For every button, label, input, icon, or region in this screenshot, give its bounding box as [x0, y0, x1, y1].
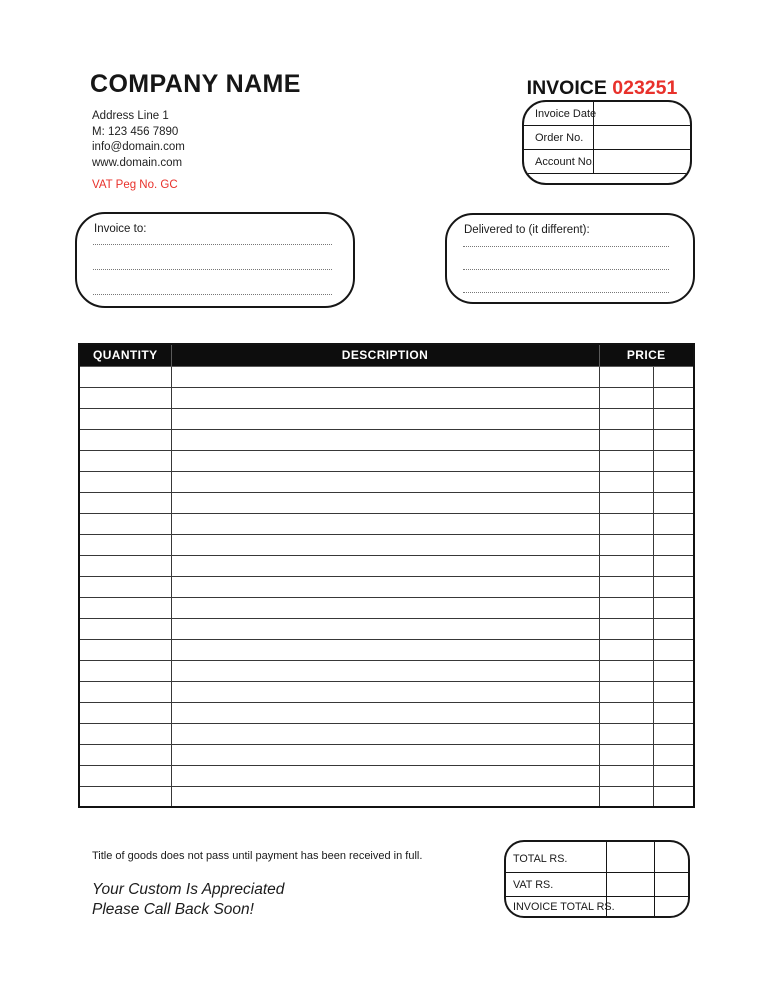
price-decimal-cell[interactable] — [653, 786, 694, 807]
invoice-to-label: Invoice to: — [94, 223, 147, 235]
invoice-title — [512, 77, 692, 100]
item-row — [79, 723, 694, 744]
price-decimal-cell[interactable] — [653, 681, 694, 702]
quantity-cell[interactable] — [79, 576, 171, 597]
price-decimal-cell[interactable] — [653, 429, 694, 450]
price-decimal-cell[interactable] — [653, 387, 694, 408]
item-row — [79, 765, 694, 786]
price-cell[interactable] — [599, 723, 653, 744]
price-cell[interactable] — [599, 408, 653, 429]
description-cell[interactable] — [171, 408, 599, 429]
item-row — [79, 597, 694, 618]
meta-box-filler — [524, 174, 690, 183]
account-no-row — [524, 150, 690, 174]
company-address — [92, 109, 185, 171]
delivered-to-label: Delivered to (it different): — [464, 224, 590, 236]
quantity-cell[interactable] — [79, 408, 171, 429]
invoice-total-label: INVOICE TOTAL RS. — [506, 897, 607, 916]
quantity-cell[interactable] — [79, 660, 171, 681]
invoice-total-row — [506, 897, 688, 916]
price-column-header: PRICE — [599, 344, 694, 366]
terms-text: Title of goods does not pass until payment has been received in full. — [92, 850, 423, 862]
price-cell[interactable] — [599, 639, 653, 660]
price-cell[interactable] — [599, 492, 653, 513]
description-cell[interactable] — [171, 450, 599, 471]
invoice-to-box — [75, 212, 355, 308]
description-cell[interactable] — [171, 576, 599, 597]
quantity-cell[interactable] — [79, 534, 171, 555]
item-row — [79, 429, 694, 450]
price-decimal-cell[interactable] — [653, 639, 694, 660]
vat-row — [506, 873, 688, 897]
fill-in-line[interactable] — [93, 245, 332, 270]
price-cell[interactable] — [599, 429, 653, 450]
description-cell[interactable] — [171, 702, 599, 723]
quantity-column-header: QUANTITY — [79, 344, 171, 366]
quantity-cell[interactable] — [79, 744, 171, 765]
items-table — [78, 343, 695, 808]
price-decimal-cell[interactable] — [653, 450, 694, 471]
price-cell[interactable] — [599, 618, 653, 639]
invoice-total-decimal-field[interactable] — [655, 897, 688, 916]
fill-in-line[interactable] — [93, 270, 332, 295]
price-decimal-cell[interactable] — [653, 723, 694, 744]
invoice-date-field[interactable] — [594, 102, 690, 125]
total-label: TOTAL RS. — [506, 842, 607, 872]
price-decimal-cell[interactable] — [653, 366, 694, 387]
quantity-cell[interactable] — [79, 702, 171, 723]
item-row — [79, 513, 694, 534]
description-cell[interactable] — [171, 513, 599, 534]
price-decimal-cell[interactable] — [653, 513, 694, 534]
thanks-message — [92, 880, 284, 919]
item-row — [79, 555, 694, 576]
email-line: info@domain.com — [92, 141, 185, 154]
quantity-cell[interactable] — [79, 513, 171, 534]
price-decimal-cell[interactable] — [653, 660, 694, 681]
item-row — [79, 702, 694, 723]
item-row — [79, 387, 694, 408]
description-cell[interactable] — [171, 555, 599, 576]
price-decimal-cell[interactable] — [653, 408, 694, 429]
order-no-row — [524, 126, 690, 150]
item-row — [79, 366, 694, 387]
price-cell[interactable] — [599, 513, 653, 534]
description-cell[interactable] — [171, 744, 599, 765]
total-row — [506, 842, 688, 873]
invoice-number: 023251 — [612, 77, 678, 99]
description-cell[interactable] — [171, 681, 599, 702]
item-row — [79, 618, 694, 639]
items-table-body — [79, 366, 694, 807]
quantity-cell[interactable] — [79, 429, 171, 450]
item-row — [79, 744, 694, 765]
quantity-cell[interactable] — [79, 723, 171, 744]
description-cell[interactable] — [171, 429, 599, 450]
item-row — [79, 492, 694, 513]
description-column-header: DESCRIPTION — [171, 344, 599, 366]
invoice-total-value-field[interactable] — [607, 897, 655, 916]
price-decimal-cell[interactable] — [653, 702, 694, 723]
total-value-field[interactable] — [607, 842, 655, 872]
vat-decimal-field[interactable] — [655, 873, 688, 896]
quantity-cell[interactable] — [79, 618, 171, 639]
price-cell[interactable] — [599, 702, 653, 723]
description-cell[interactable] — [171, 492, 599, 513]
quantity-cell[interactable] — [79, 765, 171, 786]
description-cell[interactable] — [171, 597, 599, 618]
price-cell[interactable] — [599, 744, 653, 765]
quantity-cell[interactable] — [79, 555, 171, 576]
price-cell[interactable] — [599, 786, 653, 807]
price-decimal-cell[interactable] — [653, 597, 694, 618]
total-decimal-field[interactable] — [655, 842, 688, 872]
price-decimal-cell[interactable] — [653, 555, 694, 576]
quantity-cell[interactable] — [79, 366, 171, 387]
price-cell[interactable] — [599, 471, 653, 492]
invoice-date-label: Invoice Date — [524, 102, 594, 125]
price-decimal-cell[interactable] — [653, 471, 694, 492]
price-cell[interactable] — [599, 450, 653, 471]
quantity-cell[interactable] — [79, 786, 171, 807]
item-row — [79, 576, 694, 597]
quantity-cell[interactable] — [79, 597, 171, 618]
order-no-label: Order No. — [524, 126, 594, 149]
price-decimal-cell[interactable] — [653, 744, 694, 765]
phone-line: M: 123 456 7890 — [92, 125, 179, 138]
item-row — [79, 639, 694, 660]
description-cell[interactable] — [171, 639, 599, 660]
quantity-cell[interactable] — [79, 492, 171, 513]
price-cell[interactable] — [599, 387, 653, 408]
thanks-line-1: Your Custom Is Appreciated — [92, 881, 285, 898]
website-line: www.domain.com — [92, 156, 183, 169]
fill-in-line[interactable] — [463, 247, 669, 270]
description-cell[interactable] — [171, 765, 599, 786]
price-cell[interactable] — [599, 660, 653, 681]
fill-in-line[interactable] — [463, 270, 669, 293]
quantity-cell[interactable] — [79, 450, 171, 471]
price-cell[interactable] — [599, 576, 653, 597]
quantity-cell[interactable] — [79, 387, 171, 408]
item-row — [79, 534, 694, 555]
quantity-cell[interactable] — [79, 471, 171, 492]
address-line: Address Line 1 — [92, 110, 169, 122]
thanks-line-2: Please Call Back Soon! — [92, 900, 254, 918]
price-cell[interactable] — [599, 681, 653, 702]
items-table-header-row — [79, 344, 694, 366]
vat-number: VAT Peg No. GC — [92, 179, 178, 191]
description-cell[interactable] — [171, 660, 599, 681]
description-cell[interactable] — [171, 471, 599, 492]
description-cell[interactable] — [171, 366, 599, 387]
price-decimal-cell[interactable] — [653, 492, 694, 513]
description-cell[interactable] — [171, 618, 599, 639]
price-decimal-cell[interactable] — [653, 576, 694, 597]
quantity-cell[interactable] — [79, 681, 171, 702]
price-decimal-cell[interactable] — [653, 618, 694, 639]
description-cell[interactable] — [171, 387, 599, 408]
invoice-label: INVOICE — [526, 77, 607, 99]
delivered-to-box — [445, 213, 695, 304]
account-no-field[interactable] — [594, 150, 690, 173]
description-cell[interactable] — [171, 534, 599, 555]
price-decimal-cell[interactable] — [653, 534, 694, 555]
vat-value-field[interactable] — [607, 873, 655, 896]
invoice-date-row — [524, 102, 690, 126]
item-row — [79, 450, 694, 471]
company-name: COMPANY NAME — [90, 70, 301, 98]
item-row — [79, 660, 694, 681]
item-row — [79, 786, 694, 807]
item-row — [79, 471, 694, 492]
description-cell[interactable] — [171, 786, 599, 807]
vat-label: VAT RS. — [506, 873, 607, 896]
quantity-cell[interactable] — [79, 639, 171, 660]
description-cell[interactable] — [171, 723, 599, 744]
price-decimal-cell[interactable] — [653, 765, 694, 786]
totals-box — [504, 840, 690, 918]
item-row — [79, 408, 694, 429]
price-cell[interactable] — [599, 765, 653, 786]
price-cell[interactable] — [599, 597, 653, 618]
invoice-meta-box — [522, 100, 692, 185]
price-cell[interactable] — [599, 366, 653, 387]
account-no-label: Account No. — [524, 150, 594, 173]
order-no-field[interactable] — [594, 126, 690, 149]
price-cell[interactable] — [599, 534, 653, 555]
price-cell[interactable] — [599, 555, 653, 576]
item-row — [79, 681, 694, 702]
